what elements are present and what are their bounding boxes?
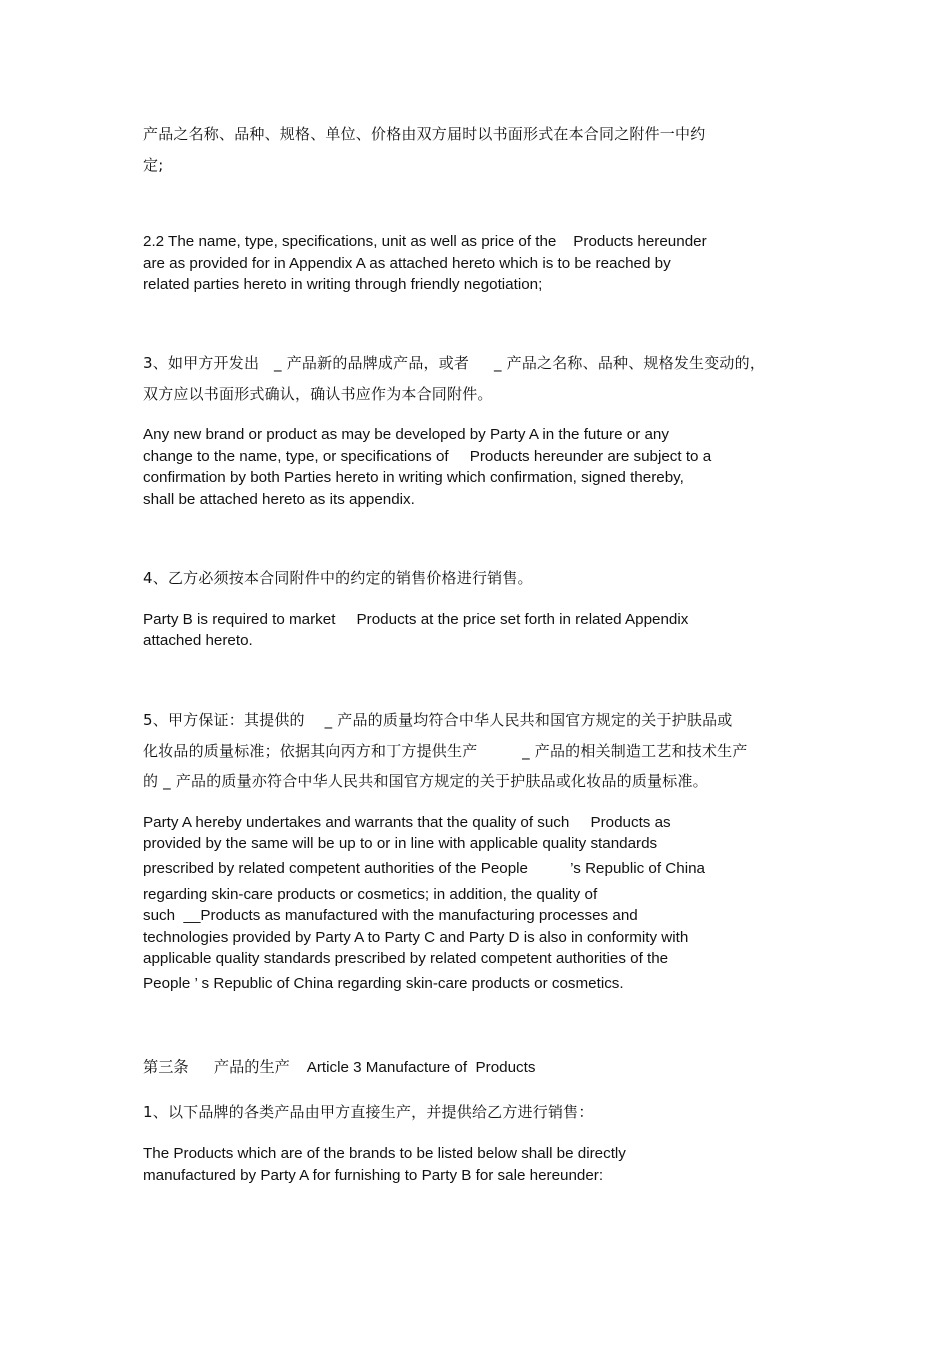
text-line: are as provided for in Appendix A as attached hereto which is to be reached by bbox=[143, 255, 671, 272]
text-line: 化妆品的质量标准；依据其向丙方和丁方提供生产 _ 产品的相关制造工艺和技术生产 bbox=[143, 742, 748, 760]
text-line: 产品之名称、品种、规格、单位、价格由双方届时以书面形式在本合同之附件一中约 bbox=[143, 125, 706, 143]
text-line: applicable quality standards prescribed by related competent authorities of the bbox=[143, 950, 669, 967]
text-line: provided by the same will be up to or in line with applicable quality standards bbox=[143, 835, 658, 852]
article-heading: 第三条 产品的生产 Article 3 Manufacture of Products bbox=[143, 1059, 536, 1076]
text-line: related parties hereto in writing through friendly negotiation; bbox=[143, 276, 543, 293]
text-line: 1、以下品牌的各类产品由甲方直接生产，并提供给乙方进行销售： bbox=[143, 1103, 594, 1121]
text-line: shall be attached hereto as its appendix. bbox=[143, 491, 415, 508]
text-line: 5、甲方保证：其提供的 _ 产品的质量均符合中华人民共和国官方规定的关于护肤品或 bbox=[143, 711, 733, 729]
text-line: technologies provided by Party A to Party C and Party D is also in conformity with bbox=[143, 929, 689, 946]
text-line: 双方应以书面形式确认，确认书应作为本合同附件。 bbox=[143, 385, 493, 403]
text-line: 2.2 The name, type, specifications, unit as well as price of the Products hereunder bbox=[143, 233, 707, 250]
text-line: 4、乙方必须按本合同附件中的约定的销售价格进行销售。 bbox=[143, 569, 533, 587]
text-line: 3、如甲方开发出 _ 产品新的品牌成产品，或者 _ 产品之名称、品种、规格发生变动的， bbox=[143, 354, 766, 372]
text-line: prescribed by related competent authorities of the People ’s Republic of China bbox=[143, 860, 705, 877]
text-line: 定; bbox=[143, 156, 164, 174]
text-line: manufactured by Party A for furnishing to Party B for sale hereunder: bbox=[143, 1167, 604, 1184]
text-line: People ’ s Republic of China regarding skin-care products or cosmetics. bbox=[143, 975, 624, 992]
text-line: Party B is required to market Products at the price set forth in related Appendix bbox=[143, 611, 689, 628]
text-line: such __Products as manufactured with the manufacturing processes and bbox=[143, 907, 638, 924]
text-line: 的 _ 产品的质量亦符合中华人民共和国官方规定的关于护肤品或化妆品的质量标准。 bbox=[143, 772, 708, 790]
text-line: confirmation by both Parties hereto in writing which confirmation, signed thereby, bbox=[143, 469, 684, 486]
text-line: Party A hereby undertakes and warrants that the quality of such Products as bbox=[143, 814, 671, 831]
text-line: change to the name, type, or specifications of Products hereunder are subject to a bbox=[143, 448, 712, 465]
text-line: regarding skin-care products or cosmetics; in addition, the quality of bbox=[143, 886, 598, 903]
text-line: attached hereto. bbox=[143, 632, 253, 649]
text-line: Any new brand or product as may be developed by Party A in the future or any bbox=[143, 426, 669, 443]
text-line: The Products which are of the brands to be listed below shall be directly bbox=[143, 1145, 626, 1162]
